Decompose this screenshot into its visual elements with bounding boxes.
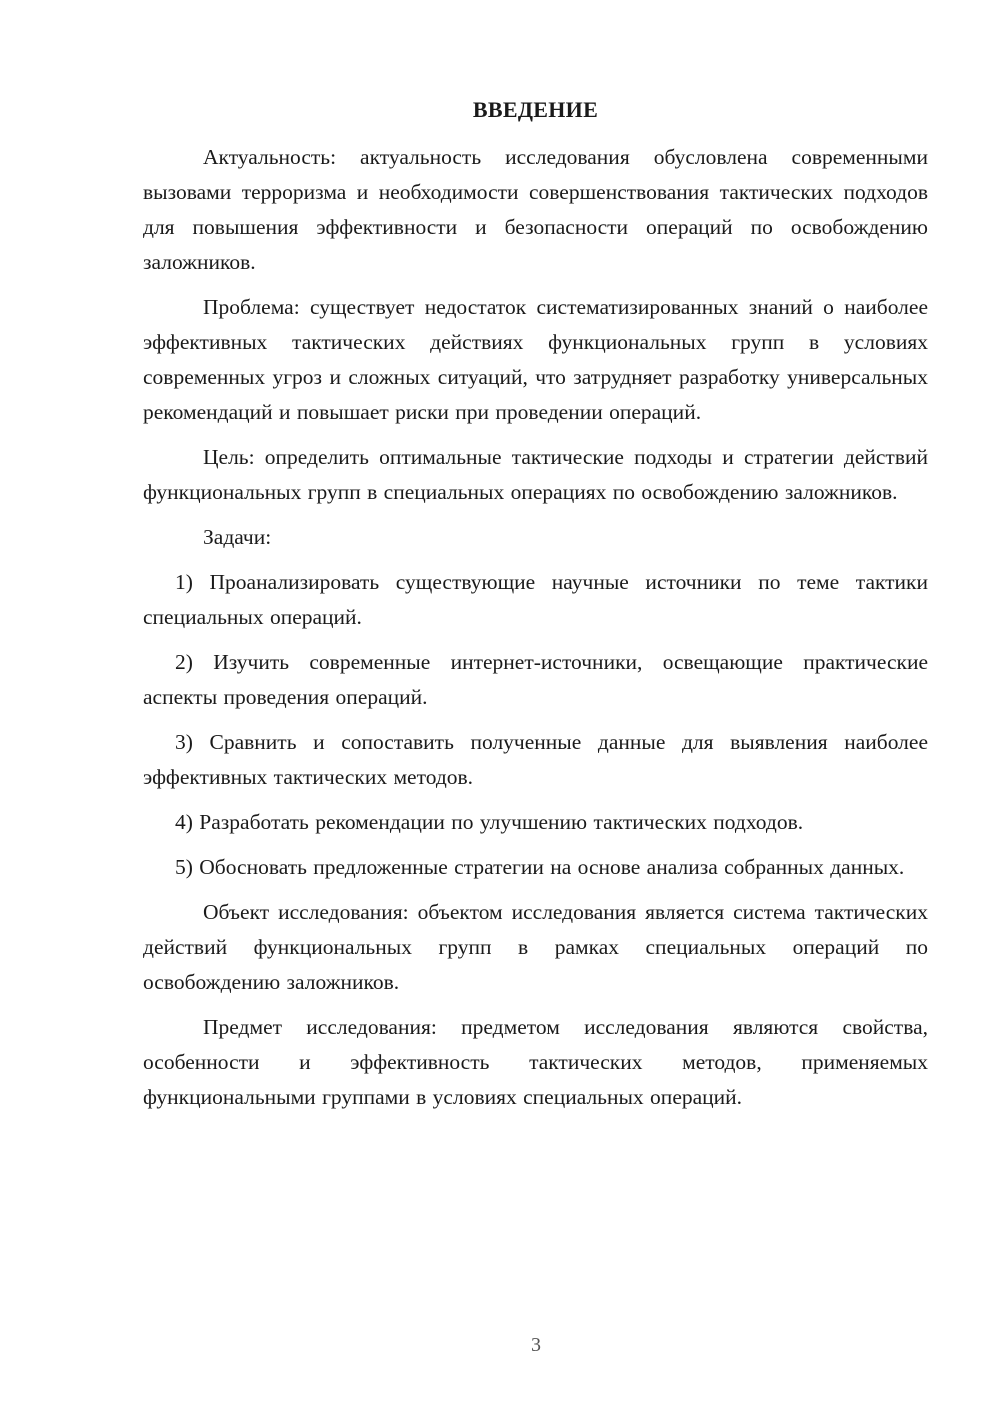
task-item-4: 4) Разработать рекомендации по улучшению тактических подходов. (175, 810, 804, 834)
paragraph-subject: Предмет исследования: предметом исследования являются свойства, особенности и эффективность тактических методов, применяемых функциональными группами в условиях специальных операций. (143, 1015, 928, 1109)
paragraph-relevance: Актуальность: актуальность исследования обусловлена современными вызовами терроризма и необходимости совершенствования тактических подходов для повышения эффективности и безопасности операций по освобождению заложников. (143, 145, 928, 274)
paragraph-goal: Цель: определить оптимальные тактические подходы и стратегии действий функциональных групп в специальных операциях по освобождению заложников. (143, 445, 928, 504)
tasks-label: Задачи: (203, 525, 272, 549)
paragraph-object: Объект исследования: объектом исследования является система тактических действий функциональных групп в рамках специальных операций по освобождению заложников. (143, 900, 928, 994)
task-item-1: 1) Проанализировать существующие научные источники по теме тактики специальных операций. (143, 570, 928, 629)
document-page (143, 92, 928, 1125)
paragraph-problem: Проблема: существует недостаток систематизированных знаний о наиболее эффективных тактических действиях функциональных групп в условиях современных угроз и сложных ситуаций, что затрудняет разработку универсальных рекомендаций и повышает риски при проведении операций. (143, 295, 928, 424)
task-item-5: 5) Обосновать предложенные стратегии на основе анализа собранных данных. (175, 855, 905, 879)
section-title: ВВЕДЕНИЕ (472, 97, 599, 122)
task-item-3: 3) Сравнить и сопоставить полученные данные для выявления наиболее эффективных тактических методов. (143, 730, 928, 789)
page-number: 3 (531, 1334, 541, 1356)
task-item-2: 2) Изучить современные интернет-источники, освещающие практические аспекты проведения операций. (143, 650, 928, 709)
